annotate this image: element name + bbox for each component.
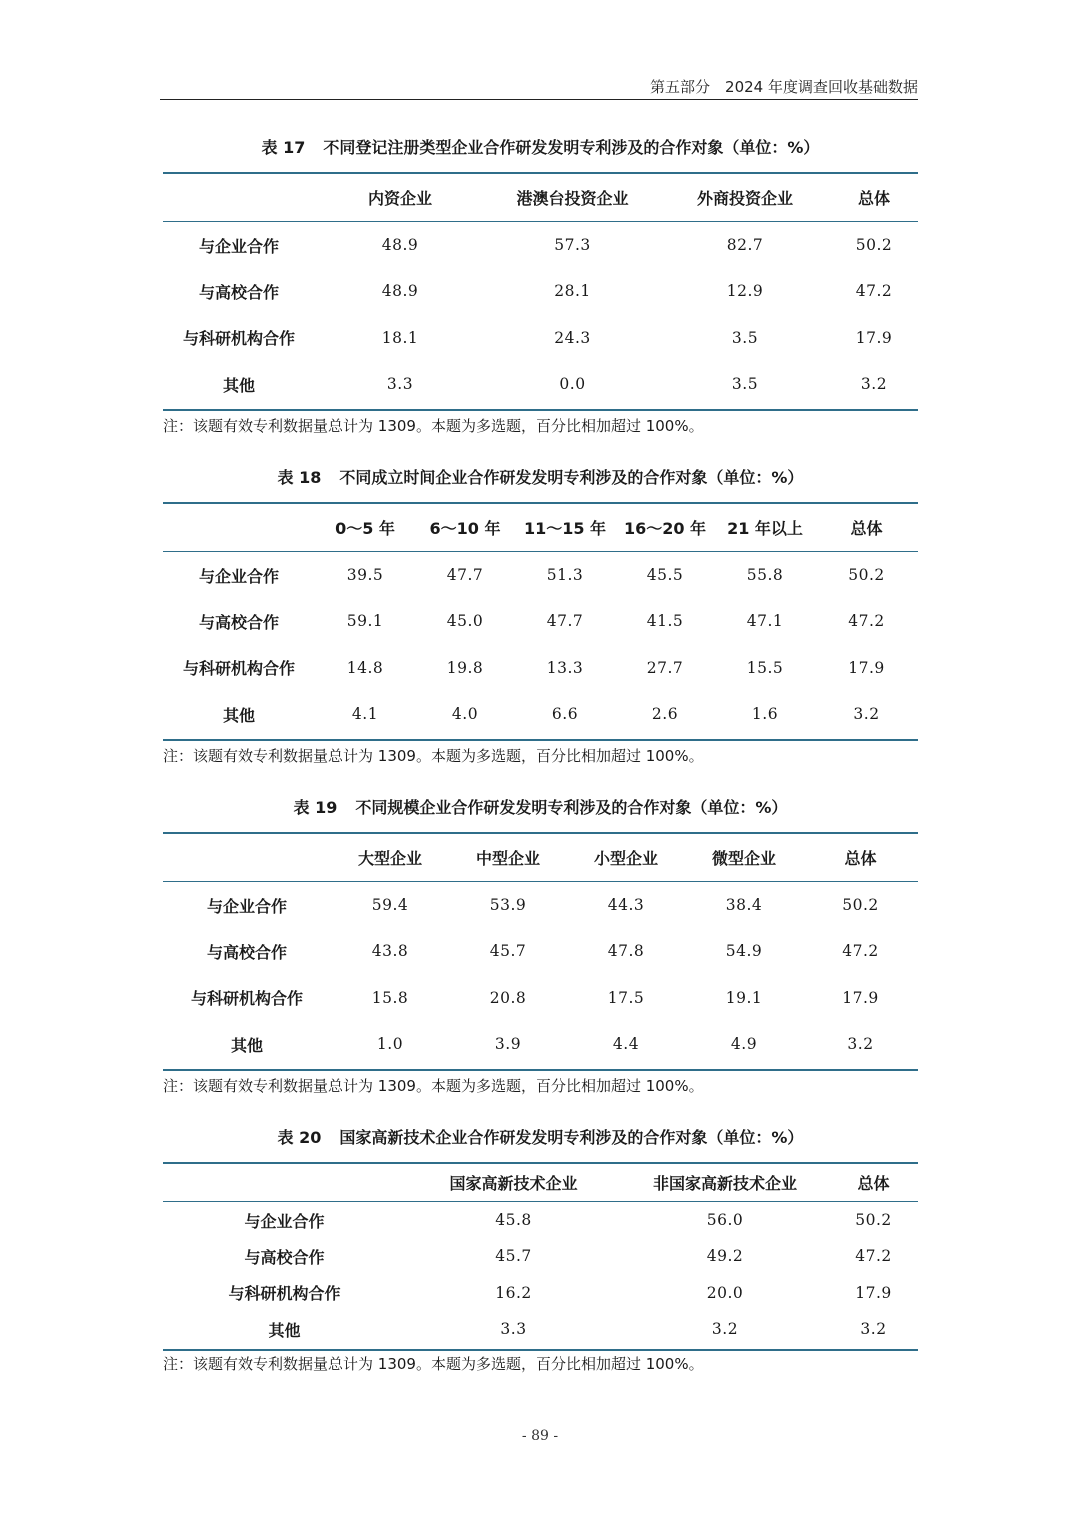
column-header: 大型企业 <box>357 848 422 868</box>
row-label: 其他 <box>268 1320 301 1340</box>
table-cell: 56.0 <box>706 1211 744 1230</box>
table-bottom-rule <box>163 1069 918 1071</box>
table-row <box>163 882 918 928</box>
table-cell: 17.5 <box>607 988 645 1007</box>
table-cell: 51.3 <box>546 566 584 585</box>
table-cell: 1.6 <box>751 705 779 724</box>
table-cell: 47.7 <box>546 612 584 631</box>
column-header: 11～15 年 <box>523 518 607 538</box>
table-cell: 55.8 <box>746 566 784 585</box>
table-cell: 59.4 <box>371 896 409 915</box>
table-cell: 47.2 <box>855 282 893 301</box>
table-cell: 3.5 <box>731 375 759 394</box>
table-header-row <box>163 833 918 881</box>
table-caption: 国家高新技术企业合作研发发明专利涉及的合作对象（单位：%） <box>339 1128 804 1147</box>
table-cell: 57.3 <box>554 236 591 255</box>
table-row <box>163 928 918 974</box>
table-cell: 17.9 <box>855 1283 892 1302</box>
table-title <box>163 463 918 493</box>
table-header-row <box>163 1163 918 1201</box>
table-cell: 54.9 <box>725 942 763 961</box>
table-cell: 45.7 <box>495 1247 532 1266</box>
row-label: 与高校合作 <box>198 282 279 302</box>
table-cell: 45.8 <box>495 1211 532 1230</box>
header-rule <box>160 99 918 100</box>
column-header: 国家高新技术企业 <box>449 1173 578 1193</box>
column-header: 21 年以上 <box>727 518 803 538</box>
table-cell: 3.2 <box>847 1035 874 1054</box>
column-header: 中型企业 <box>475 848 540 868</box>
table-row <box>163 1311 918 1347</box>
table-cell: 16.2 <box>495 1283 532 1302</box>
table-cell: 50.2 <box>855 236 893 255</box>
table-cell: 28.1 <box>554 282 591 301</box>
table-cell: 19.8 <box>446 658 484 677</box>
table-cell: 45.0 <box>446 612 484 631</box>
table-cell: 15.8 <box>371 988 409 1007</box>
row-label: 其他 <box>230 1035 263 1055</box>
table-number: 表 19 <box>293 798 338 817</box>
table-cell: 50.2 <box>842 896 879 915</box>
table-cell: 3.3 <box>386 375 414 394</box>
row-label: 其他 <box>222 705 255 725</box>
table-row <box>163 975 918 1021</box>
table-cell: 20.8 <box>489 988 527 1007</box>
column-header: 港澳台投资企业 <box>516 188 629 208</box>
table-cell: 13.3 <box>546 658 584 677</box>
row-label: 与企业合作 <box>206 896 287 916</box>
table-cell: 53.9 <box>489 896 527 915</box>
row-label: 与科研机构合作 <box>182 329 295 349</box>
table-note: 注：该题有效专利数据量总计为 1309。本题为多选题，百分比相加超过 100%。 <box>163 417 704 435</box>
running-header: 第五部分 2024 年度调查回收基础数据 <box>650 78 918 96</box>
table-cell: 47.1 <box>746 612 784 631</box>
table-cell: 12.9 <box>726 282 764 301</box>
table-cell: 47.7 <box>446 566 484 585</box>
table-cell: 48.9 <box>381 282 419 301</box>
table-title <box>163 133 918 163</box>
table-cell: 39.5 <box>346 566 384 585</box>
table-caption: 不同规模企业合作研发发明专利涉及的合作对象（单位：%） <box>355 798 788 817</box>
table-cell: 3.2 <box>860 375 888 394</box>
column-header: 内资企业 <box>367 188 432 208</box>
table-bottom-rule <box>163 1349 918 1351</box>
table-row <box>163 222 918 268</box>
table-cell: 43.8 <box>371 942 409 961</box>
table-number: 表 20 <box>277 1128 322 1147</box>
table-row <box>163 645 918 691</box>
table-header-row <box>163 503 918 551</box>
table-row <box>163 691 918 737</box>
page-number: - 89 - <box>521 1428 559 1444</box>
table-cell: 19.1 <box>725 988 763 1007</box>
row-label: 与科研机构合作 <box>182 659 295 679</box>
table-row <box>163 1275 918 1311</box>
table-cell: 3.2 <box>711 1320 739 1339</box>
table-title <box>163 1123 918 1153</box>
row-label: 与企业合作 <box>198 236 279 256</box>
column-header: 外商投资企业 <box>696 188 793 208</box>
table-cell: 3.5 <box>731 328 759 347</box>
row-label: 与企业合作 <box>198 566 279 586</box>
table-note: 注：该题有效专利数据量总计为 1309。本题为多选题，百分比相加超过 100%。 <box>163 1077 704 1095</box>
table-cell: 4.1 <box>351 705 379 724</box>
table-caption: 不同登记注册类型企业合作研发发明专利涉及的合作对象（单位：%） <box>323 138 820 157</box>
column-header: 总体 <box>844 848 877 868</box>
row-label: 与科研机构合作 <box>190 989 303 1009</box>
table-cell: 27.7 <box>646 658 684 677</box>
table-row <box>163 552 918 598</box>
table-cell: 3.2 <box>860 1320 887 1339</box>
table-cell: 3.3 <box>500 1320 527 1339</box>
table-row <box>163 315 918 361</box>
table-cell: 44.3 <box>607 896 645 915</box>
table-cell: 0.0 <box>559 375 586 394</box>
column-header: 微型企业 <box>711 848 776 868</box>
table-cell: 2.6 <box>651 705 679 724</box>
column-header: 16～20 年 <box>623 518 707 538</box>
table-cell: 48.9 <box>381 236 419 255</box>
table-cell: 3.9 <box>494 1035 522 1054</box>
table-row <box>163 598 918 644</box>
table-cell: 50.2 <box>848 566 885 585</box>
column-header: 总体 <box>857 188 890 208</box>
table-row <box>163 268 918 314</box>
table-cell: 49.2 <box>706 1247 744 1266</box>
table-cell: 47.2 <box>842 942 879 961</box>
column-header: 总体 <box>857 1173 890 1193</box>
table-number: 表 17 <box>261 138 306 157</box>
table-cell: 20.0 <box>706 1283 744 1302</box>
table-cell: 14.8 <box>346 658 384 677</box>
table-cell: 17.9 <box>855 328 893 347</box>
table-cell: 45.5 <box>646 566 684 585</box>
table-title <box>163 793 918 823</box>
table-cell: 17.9 <box>848 658 885 677</box>
table-cell: 59.1 <box>346 612 384 631</box>
row-label: 与高校合作 <box>198 612 279 632</box>
table-cell: 4.0 <box>451 705 479 724</box>
table-cell: 47.2 <box>855 1247 892 1266</box>
table-cell: 45.7 <box>489 942 527 961</box>
table-header-row <box>163 173 918 221</box>
table-cell: 1.0 <box>376 1035 404 1054</box>
table-caption: 不同成立时间企业合作研发发明专利涉及的合作对象（单位：%） <box>339 468 804 487</box>
table-cell: 47.8 <box>607 942 645 961</box>
column-header: 总体 <box>850 518 883 538</box>
table-cell: 50.2 <box>855 1211 892 1230</box>
table-cell: 38.4 <box>725 896 763 915</box>
table-cell: 4.9 <box>730 1035 758 1054</box>
table-cell: 24.3 <box>554 328 591 347</box>
table-cell: 4.4 <box>612 1035 640 1054</box>
column-header: 0～5 年 <box>335 518 395 538</box>
table-bottom-rule <box>163 739 918 741</box>
table-cell: 17.9 <box>842 988 879 1007</box>
table-cell: 41.5 <box>646 612 684 631</box>
table-number: 表 18 <box>277 468 322 487</box>
column-header: 小型企业 <box>593 848 658 868</box>
column-header: 6～10 年 <box>429 518 501 538</box>
table-note: 注：该题有效专利数据量总计为 1309。本题为多选题，百分比相加超过 100%。 <box>163 1355 704 1373</box>
table-cell: 18.1 <box>381 328 419 347</box>
table-cell: 82.7 <box>726 236 764 255</box>
row-label: 与科研机构合作 <box>228 1284 341 1304</box>
table-bottom-rule <box>163 409 918 411</box>
row-label: 与高校合作 <box>244 1247 325 1267</box>
table-cell: 3.2 <box>853 705 880 724</box>
table-row <box>163 1202 918 1238</box>
row-label: 其他 <box>222 375 255 395</box>
table-row <box>163 361 918 407</box>
table-cell: 47.2 <box>848 612 885 631</box>
row-label: 与企业合作 <box>244 1211 325 1231</box>
row-label: 与高校合作 <box>206 942 287 962</box>
table-cell: 6.6 <box>551 705 579 724</box>
table-note: 注：该题有效专利数据量总计为 1309。本题为多选题，百分比相加超过 100%。 <box>163 747 704 765</box>
table-cell: 15.5 <box>746 658 784 677</box>
table-row <box>163 1021 918 1067</box>
table-row <box>163 1238 918 1274</box>
column-header: 非国家高新技术企业 <box>652 1173 797 1193</box>
